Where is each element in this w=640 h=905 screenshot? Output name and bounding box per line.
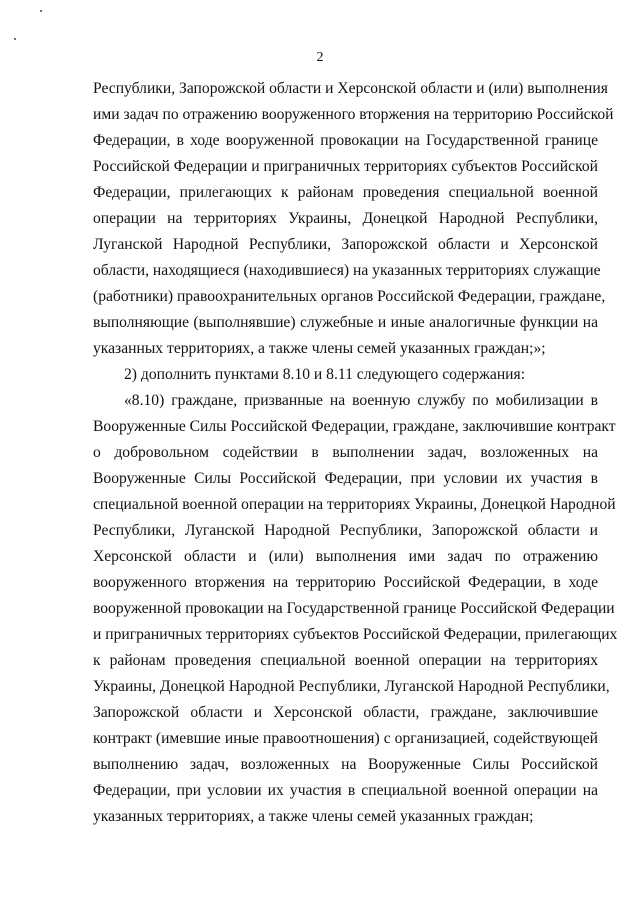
text-line: Херсонской области и (или) выполнения ими задач по отражению [93,548,598,565]
text-line: вооруженной провокации на Государственной границе Российской Федерации [93,600,615,617]
text-line: о добровольном содействии в выполнении задач, возложенных на [93,444,598,461]
text-line: указанных территориях, а также члены семей указанных граждан; [93,808,534,825]
text-line: Луганской Народной Республики, Запорожской области и Херсонской [93,236,598,253]
text-line: контракт (имевшие иные правоотношения) с организацией, содействующей [93,730,598,747]
text-line: 2) дополнить пунктами 8.10 и 8.11 следующего содержания: [124,366,526,383]
text-line: области, находящиеся (находившиеся) на указанных территориях служащие [93,262,601,279]
text-line: Вооруженные Силы Российской Федерации, при условии их участия в [93,470,598,487]
text-line: указанных территориях, а также члены семей указанных граждан;»; [93,340,546,357]
scan-speck [40,10,42,12]
text-line: Российской Федерации и приграничных территориях субъектов Российской [93,158,598,175]
text-line: и приграничных территориях субъектов Российской Федерации, прилегающих [93,626,618,643]
text-line: специальной военной операции на территориях Украины, Донецкой Народной [93,496,616,513]
text-line: «8.10) граждане, призванные на военную службу по мобилизации в [124,392,598,409]
text-line: Республики, Луганской Народной Республики, Запорожской области и [93,522,598,539]
text-line: (работники) правоохранительных органов Российской Федерации, граждане, [93,288,606,305]
text-line: Вооруженные Силы Российской Федерации, граждане, заключившие контракт [93,418,616,435]
text-line: Украины, Донецкой Народной Республики, Луганской Народной Республики, [93,678,610,695]
page-number: 2 [316,50,324,65]
text-line: выполнению задач, возложенных на Вооруженные Силы Российской [93,756,598,773]
text-line: выполняющие (выполнявшие) служебные и иные аналогичные функции на [93,314,598,331]
text-line: Республики, Запорожской области и Херсонской области и (или) выполнения [93,80,608,97]
text-line: вооруженного вторжения на территорию Российской Федерации, в ходе [93,574,598,591]
scan-speck [14,38,16,40]
text-line: операции на территориях Украины, Донецкой Народной Республики, [93,210,598,227]
text-line: Федерации, прилегающих к районам проведения специальной военной [93,184,598,201]
text-line: Запорожской области и Херсонской области, граждане, заключившие [93,704,598,721]
text-line: к районам проведения специальной военной операции на территориях [93,652,598,669]
text-line: Федерации, при условии их участия в специальной военной операции на [93,782,598,799]
text-line: ими задач по отражению вооруженного вторжения на территорию Российской [93,106,614,123]
text-line: Федерации, в ходе вооруженной провокации на Государственной границе [93,132,598,149]
